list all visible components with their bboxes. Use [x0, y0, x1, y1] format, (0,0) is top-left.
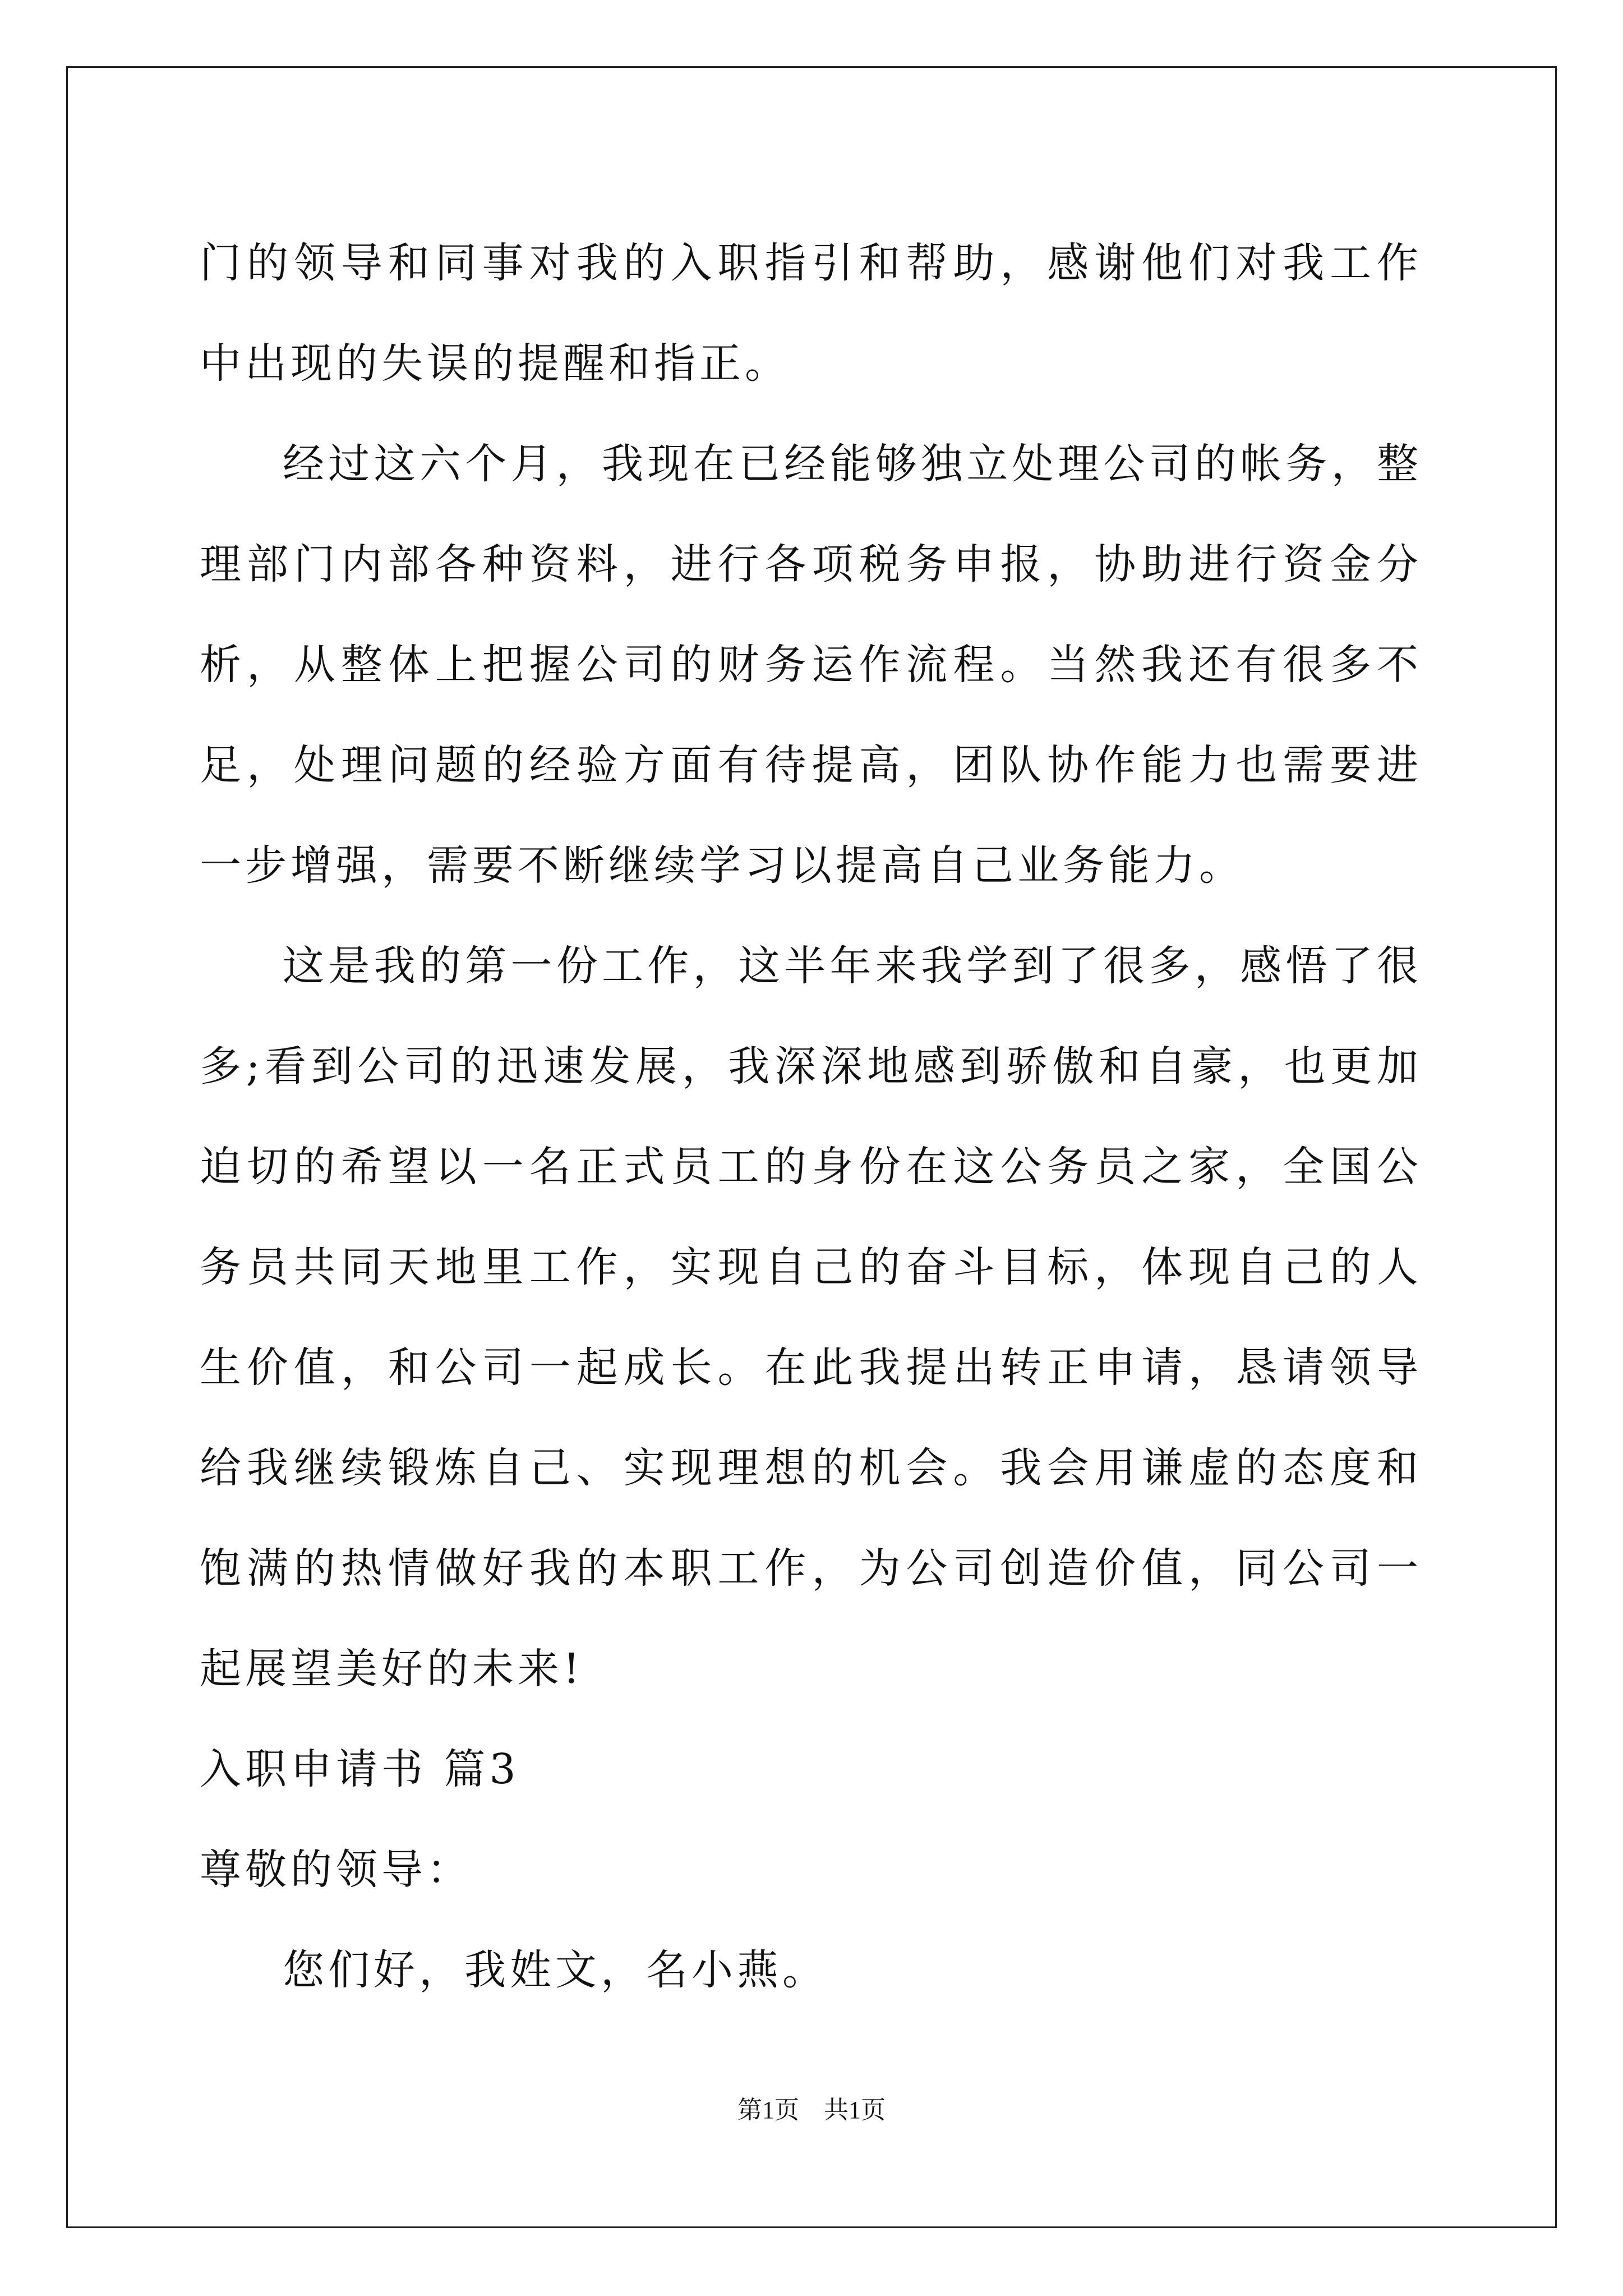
- greeting-paragraph: 您们好，我姓文，名小燕。: [283, 1946, 828, 1994]
- page-footer: 第1页 共1页: [737, 2096, 886, 2124]
- paragraph-application: 这是我的第一份工作，这半年来我学到了很多，感悟了很多;看到公司的迅速发展，我深深地感到骄傲和自豪，也更加迫切的希望以一名正式员工的身份在这公务员之家，全国公务员共同天地里工作，实现自己的奋斗目标，体现自己的人生价值，和公司一起成长。在此我提出转正申请，恳请领导给我继续锻炼自己、实现理想的机会。我会用谦虚的态度和饱满的热情做好我的本职工作，为公司创造价值，同公司一起展望美好的未来!: [200, 942, 1422, 1693]
- section-heading: 入职申请书 篇3: [200, 1745, 520, 1793]
- paragraph-continuation: 门的领导和同事对我的入职指引和帮助，感谢他们对我工作中出现的失误的提醒和指正。: [200, 239, 1422, 388]
- salutation: 尊敬的领导：: [200, 1846, 472, 1894]
- document-body: [200, 213, 1422, 2021]
- paragraph-progress: 经过这六个月，我现在已经能够独立处理公司的帐务，整理部门内部各种资料，进行各项税务申报，协助进行资金分析，从整体上把握公司的财务运作流程。当然我还有很多不足，处理问题的经验方面有待提高，团队协作能力也需要进一步增强，需要不断继续学习以提高自己业务能力。: [200, 440, 1422, 890]
